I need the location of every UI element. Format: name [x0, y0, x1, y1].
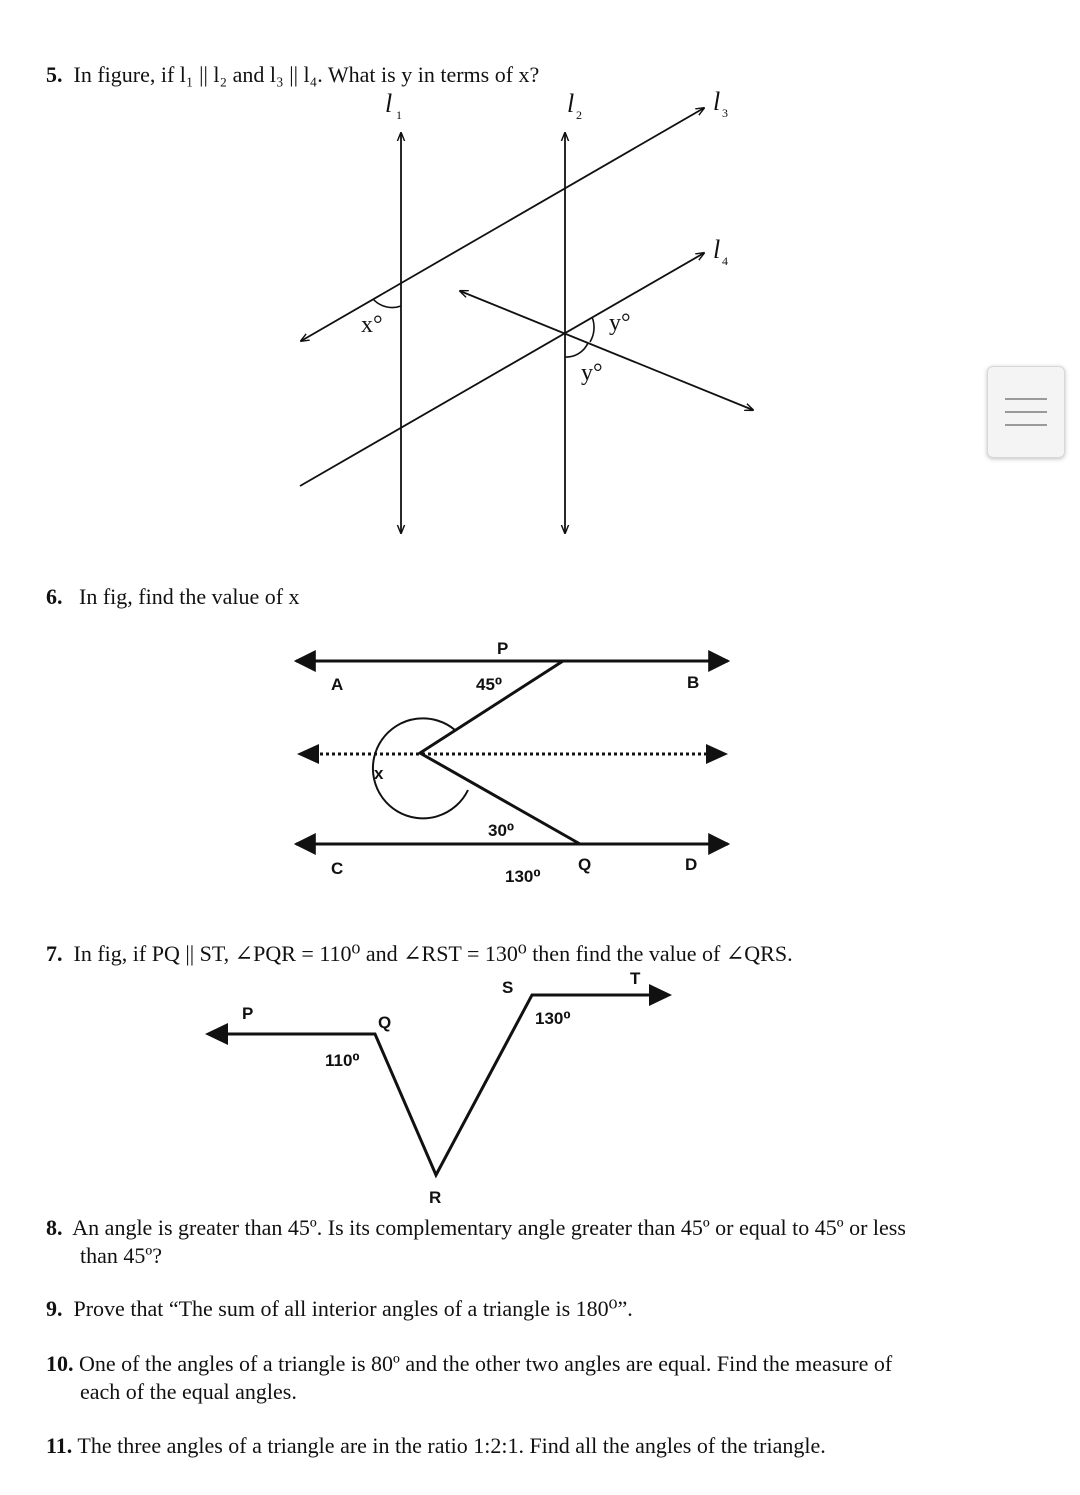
point-label-B: B [687, 673, 700, 692]
svg-text:l: l [385, 89, 393, 118]
question-number: 5. [46, 62, 63, 87]
angle-label-x: x° [361, 312, 383, 338]
angle-label-110: 110⁰ [325, 1051, 360, 1070]
angle-label-130: 130⁰ [505, 867, 541, 886]
line-l3 [301, 108, 704, 341]
point-label-T: T [630, 969, 641, 988]
angle-label-x: x [374, 764, 384, 783]
question-number: 11. [46, 1433, 73, 1458]
point-label-P: P [242, 1004, 254, 1023]
question-text: One of the angles of a triangle is 80º and the other two angles are equal. Find the measure of [79, 1351, 893, 1376]
svg-text:l: l [567, 89, 575, 118]
question-text: In figure, if l₁ || l₂ and l₃ || l₄. What is y in terms of x? [73, 62, 540, 87]
figure-7 [205, 969, 672, 1207]
point-label-R: R [429, 1188, 442, 1207]
arrowhead-T [649, 984, 672, 1006]
line-l4 [300, 253, 704, 486]
arrowhead-right [706, 744, 728, 764]
angle-label-130: 130⁰ [535, 1009, 571, 1028]
hamburger-menu-button[interactable] [987, 366, 1065, 458]
arrowhead-P [205, 1023, 228, 1045]
angle-arc-y-1 [590, 317, 594, 342]
point-label-D: D [685, 855, 698, 874]
point-label-C: C [331, 859, 344, 878]
angle-arc-x [373, 718, 468, 818]
arrowhead-left [297, 744, 319, 764]
question-text: Prove that “The sum of all interior angles of a triangle is 180⁰”. [73, 1296, 633, 1321]
label-l2 [567, 89, 582, 122]
svg-text:3: 3 [722, 106, 728, 120]
question-text: An angle is greater than 45º. Is its complementary angle greater than 45º or equal to 45º or less [72, 1215, 906, 1240]
angle-label-45: 45⁰ [476, 675, 503, 694]
svg-text:4: 4 [722, 254, 728, 268]
question-number: 8. [46, 1215, 63, 1240]
angle-label-y-2: y° [581, 360, 603, 386]
label-l1 [385, 89, 402, 122]
angle-label-y-1: y° [609, 310, 631, 336]
point-label-S: S [502, 978, 514, 997]
angle-arc-x [373, 299, 401, 308]
question-text-continued: each of the equal angles. [80, 1379, 297, 1404]
point-label-P: P [497, 639, 509, 658]
question-text-continued: than 45º? [80, 1243, 162, 1268]
question-text: In fig, find the value of x [79, 584, 300, 609]
svg-text:l: l [713, 235, 721, 264]
question-number: 9. [46, 1296, 63, 1321]
question-text: The three angles of a triangle are in the ratio 1:2:1. Find all the angles of the triangle. [77, 1433, 826, 1458]
question-number: 7. [46, 941, 63, 966]
point-label-A: A [331, 675, 344, 694]
question-number: 6. [46, 584, 63, 609]
svg-text:2: 2 [576, 108, 582, 122]
figure-6 [296, 639, 728, 886]
label-l4 [713, 235, 728, 268]
angle-arc-y-2 [565, 343, 588, 357]
point-label-Q: Q [378, 1013, 392, 1032]
angle-label-30: 30⁰ [488, 821, 515, 840]
figure-5 [300, 87, 753, 533]
label-l3 [713, 87, 728, 120]
question-text: In fig, if PQ || ST, ∠PQR = 110⁰ and ∠RST = 130⁰ then find the value of ∠QRS. [73, 941, 793, 966]
point-label-Q: Q [578, 855, 592, 874]
path-P-Q-R-S-T [222, 995, 660, 1175]
question-number: 10. [46, 1351, 74, 1376]
svg-text:1: 1 [396, 108, 402, 122]
svg-text:l: l [713, 87, 721, 116]
